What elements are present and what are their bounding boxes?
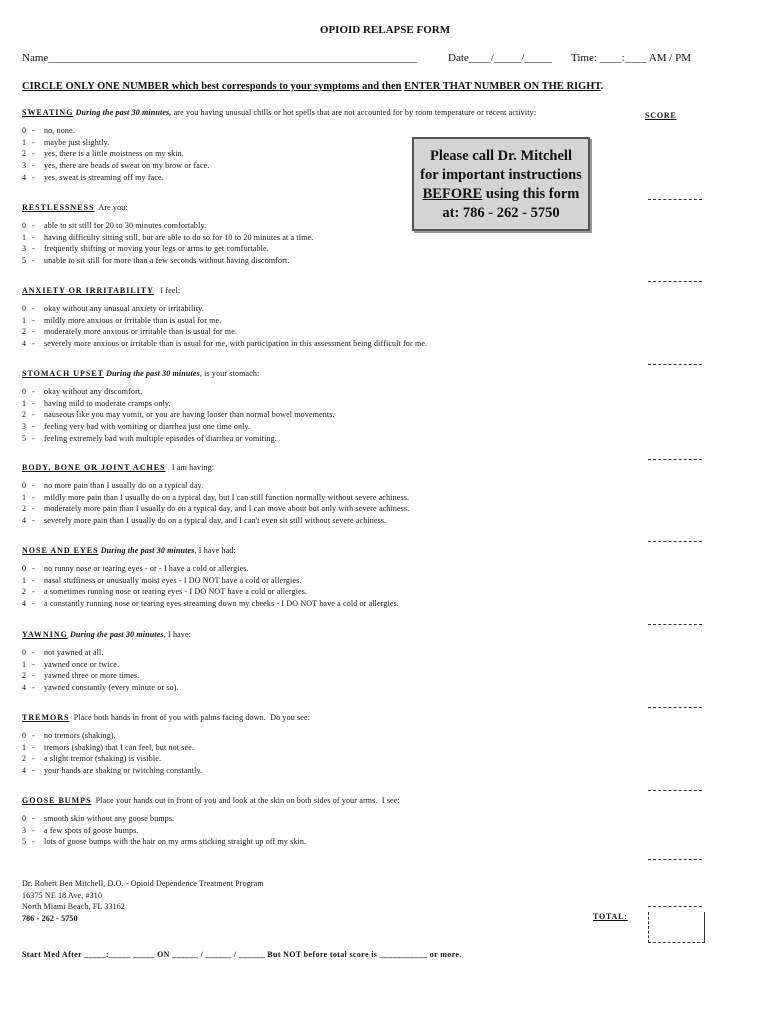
option-text: a sometimes running nose or tearing eyes - I DO NOT have a cold or allergies. <box>44 587 308 597</box>
option-number[interactable]: 4 <box>22 766 27 776</box>
option-number[interactable]: 4 <box>22 172 27 182</box>
option-row[interactable] <box>22 326 632 338</box>
section-prompt: , is your stomach: <box>199 369 260 378</box>
option-row[interactable] <box>22 255 632 267</box>
option-text: a few spots of goose bumps. <box>44 825 139 835</box>
name-date-time-line <box>22 52 702 64</box>
option-number[interactable]: 2 <box>22 671 27 681</box>
option-number[interactable]: 2 <box>22 754 27 764</box>
form-title: OPIOID RELAPSE FORM <box>319 24 451 36</box>
section-lead: During the past 30 minutes <box>69 630 164 639</box>
option-number[interactable]: 0 <box>22 814 27 823</box>
section-name: GOOSE BUMPS <box>22 796 92 805</box>
option-row[interactable] <box>22 125 632 137</box>
option-dash: - <box>32 754 35 764</box>
section-header <box>22 463 632 472</box>
option-dash: - <box>32 339 35 349</box>
section-prompt: are you having unusual chills or hot spells that are not accounted for by room temperature or recent activity: <box>171 108 537 117</box>
option-row[interactable] <box>22 160 632 172</box>
option-text: unable to sit still for more than a few seconds without having discomfort. <box>44 256 290 266</box>
score-blank[interactable] <box>648 541 702 542</box>
option-dash: - <box>32 648 35 657</box>
option-dash: - <box>32 683 35 693</box>
option-text: yawned three or more times. <box>44 671 140 681</box>
option-number[interactable]: 5 <box>22 256 27 266</box>
section-nose-and-eyes <box>22 546 632 610</box>
option-text: tremors (shaking) that I can feel, but not see. <box>44 742 195 752</box>
section-goose-bumps <box>22 796 632 848</box>
option-number[interactable]: 0 <box>22 126 27 135</box>
option-dash: - <box>32 410 35 420</box>
score-blank[interactable] <box>648 281 702 282</box>
notice-before: BEFORE <box>422 186 483 202</box>
section-prompt: I am having: <box>165 463 215 472</box>
option-number[interactable]: 2 <box>22 410 27 420</box>
option-number[interactable]: 4 <box>22 339 27 349</box>
total-line <box>648 906 702 907</box>
option-dash: - <box>32 825 35 835</box>
option-row[interactable] <box>22 563 632 575</box>
option-text: no, none. <box>44 126 75 135</box>
section-body-bone-or-joint-aches <box>22 463 632 527</box>
option-text: feeling extremely bad with multiple episodes of diarrhea or vomiting. <box>44 433 277 443</box>
option-row[interactable] <box>22 137 632 149</box>
option-dash: - <box>32 481 35 490</box>
option-text: no runny nose or tearing eyes - or - I have a cold or allergies. <box>44 564 249 573</box>
option-text: lots of goose bumps with the hair on my arms sticking straight up off my skin. <box>44 837 307 847</box>
option-row[interactable] <box>22 825 632 837</box>
notice-line-3 <box>414 185 588 204</box>
option-text: severely more anxious or irritable than is usual for me, with participation in this assessment being difficult for me. <box>44 339 428 349</box>
section-prompt: Are you: <box>94 203 128 212</box>
option-dash: - <box>32 564 35 573</box>
score-blank[interactable] <box>648 459 702 460</box>
option-number[interactable]: 0 <box>22 221 27 230</box>
score-blank[interactable] <box>648 199 702 200</box>
option-row[interactable] <box>22 647 632 659</box>
section-yawning <box>22 630 632 694</box>
option-dash: - <box>32 599 35 609</box>
option-row[interactable] <box>22 670 632 682</box>
option-dash: - <box>32 387 35 396</box>
option-row[interactable] <box>22 492 632 504</box>
option-text: yes, there is a little moistness on my skin. <box>44 149 184 159</box>
section-lead: During the past 30 minutes, <box>75 108 172 117</box>
option-number[interactable]: 2 <box>22 587 27 597</box>
date-field[interactable]: Date____/_____/_____ <box>448 52 552 64</box>
section-name: TREMORS <box>22 713 70 722</box>
score-blank[interactable] <box>648 707 702 708</box>
option-number[interactable]: 4 <box>22 516 27 526</box>
option-text: having difficulty sitting still, but are able to do so for 10 to 20 minutes at a time. <box>44 232 314 242</box>
clinic-phone: 786 - 262 - 5750 <box>22 914 78 924</box>
option-dash: - <box>32 492 35 502</box>
total-box[interactable] <box>648 912 705 943</box>
option-dash: - <box>32 433 35 443</box>
option-dash: - <box>32 814 35 823</box>
option-text: a constantly running nose or tearing eyes streaming down my cheeks - I DO NOT have a cold or allergies. <box>44 599 400 609</box>
instructions-end: . <box>600 81 604 92</box>
option-number[interactable]: 4 <box>22 683 27 693</box>
option-row[interactable] <box>22 765 632 777</box>
option-number[interactable]: 2 <box>22 327 27 337</box>
section-name: ANXIETY OR IRRITABILITY <box>22 286 154 295</box>
notice-line-4: at: 786 - 262 - 5750 <box>442 205 560 221</box>
option-row[interactable] <box>22 575 632 587</box>
section-prompt: , I have: <box>163 630 192 639</box>
option-row[interactable] <box>22 409 632 421</box>
option-number[interactable]: 3 <box>22 244 27 254</box>
option-dash: - <box>32 161 35 171</box>
option-row[interactable] <box>22 303 632 315</box>
option-number[interactable]: 1 <box>22 315 27 325</box>
option-dash: - <box>32 516 35 526</box>
option-dash: - <box>32 422 35 432</box>
option-number[interactable]: 0 <box>22 481 27 490</box>
option-dash: - <box>32 244 35 254</box>
option-row[interactable] <box>22 421 632 433</box>
option-number[interactable]: 1 <box>22 659 27 669</box>
option-text: nauseous like you may vomit, or you are having looser than normal bowel movements. <box>44 410 335 420</box>
section-stomach-upset <box>22 369 632 444</box>
option-text: able to sit still for 20 to 30 minutes comfortably. <box>44 221 207 230</box>
option-row[interactable] <box>22 338 632 350</box>
section-restlessness <box>22 203 632 267</box>
option-row[interactable] <box>22 682 632 694</box>
section-sweating <box>22 108 632 183</box>
option-number[interactable]: 0 <box>22 564 27 573</box>
option-number[interactable]: 3 <box>22 422 27 432</box>
option-row[interactable] <box>22 232 632 244</box>
option-row[interactable] <box>22 598 632 610</box>
score-column-header: SCORE <box>645 111 677 120</box>
option-row[interactable] <box>22 148 632 160</box>
option-number[interactable]: 5 <box>22 837 27 847</box>
section-prompt: , I have had: <box>194 546 236 555</box>
option-text: smooth skin without any goose bumps. <box>44 814 175 823</box>
option-text: yes, there are beads of sweat on my brow or face. <box>44 161 210 171</box>
notice-using: using this form <box>482 186 580 202</box>
option-dash: - <box>32 504 35 514</box>
option-row[interactable] <box>22 480 632 492</box>
option-dash: - <box>32 731 35 740</box>
option-number[interactable]: 0 <box>22 648 27 657</box>
option-row[interactable] <box>22 586 632 598</box>
section-name: NOSE AND EYES <box>22 546 99 555</box>
option-dash: - <box>32 221 35 230</box>
section-header <box>22 286 632 295</box>
section-header <box>22 630 632 639</box>
start-med-line[interactable]: Start Med After _____:_____ _____ ON ______ / ______ / ______ But NOT before total score is ___________ or more. <box>22 950 462 959</box>
option-row[interactable] <box>22 220 632 232</box>
section-name: STOMACH UPSET <box>22 369 104 378</box>
option-number[interactable]: 0 <box>22 387 27 396</box>
score-blank[interactable] <box>648 859 702 860</box>
option-dash: - <box>32 232 35 242</box>
option-dash: - <box>32 766 35 776</box>
option-text: feeling very bad with vomiting or diarrhea just one time only. <box>44 422 251 432</box>
option-row[interactable] <box>22 433 632 445</box>
option-text: yawned once or twice. <box>44 659 120 669</box>
option-row[interactable] <box>22 836 632 848</box>
option-number[interactable]: 2 <box>22 504 27 514</box>
clinic-address-2: North Miami Beach, FL 33162 <box>22 902 126 912</box>
option-number[interactable]: 4 <box>22 599 27 609</box>
option-row[interactable] <box>22 243 632 255</box>
option-text: your hands are shaking or twitching constantly. <box>44 766 203 776</box>
option-row[interactable] <box>22 753 632 765</box>
option-text: yawned constantly (every minute or so). <box>44 683 179 693</box>
total-label: TOTAL: <box>593 912 628 921</box>
option-dash: - <box>32 315 35 325</box>
option-dash: - <box>32 149 35 159</box>
option-number[interactable]: 0 <box>22 731 27 740</box>
option-dash: - <box>32 172 35 182</box>
section-header <box>22 796 632 805</box>
option-number[interactable]: 1 <box>22 742 27 752</box>
clinic-doctor: Dr. Robert Ben Mitchell, D.O. - Opioid Dependence Treatment Program <box>22 879 264 888</box>
clinic-address-1: 16375 NE 18 Ave, #310 <box>22 890 103 900</box>
name-field[interactable]: Name___________________________________________________________________ <box>22 52 417 64</box>
option-row[interactable] <box>22 659 632 671</box>
section-prompt: Place your hands out in front of you and look at the skin on both sides of your arms. I see: <box>91 796 400 805</box>
option-number[interactable]: 1 <box>22 232 27 242</box>
option-text: maybe just slightly. <box>44 137 110 147</box>
option-text: moderately more pain than I usually do on a typical day, and I can move about but only with severe achiness. <box>44 504 410 514</box>
option-text: frequently shifting or moving your legs or arms to get comfortable. <box>44 244 269 254</box>
option-row[interactable] <box>22 386 632 398</box>
option-number[interactable]: 3 <box>22 825 27 835</box>
option-number[interactable]: 1 <box>22 575 27 585</box>
option-number[interactable]: 5 <box>22 433 27 443</box>
option-text: yes, sweat is streaming off my face. <box>44 172 164 182</box>
section-prompt: Place both hands in front of you with palms facing down. Do you see: <box>69 713 311 722</box>
option-row[interactable] <box>22 742 632 754</box>
option-text: having mild to moderate cramps only. <box>44 398 171 408</box>
option-text: mildly more pain than I usually do on a typical day, but I can still function normally without severe achiness. <box>44 492 410 502</box>
section-name: YAWNING <box>22 630 68 639</box>
section-lead: During the past 30 minutes <box>106 369 200 378</box>
instructions-part-1: CIRCLE ONLY ONE NUMBER which best corresponds to your symptoms and then <box>22 81 402 92</box>
option-text: okay without any unusual anxiety or irritability. <box>44 304 204 313</box>
option-row[interactable] <box>22 315 632 327</box>
notice-line-2: for important instructions <box>420 167 582 183</box>
option-text: no tremors (shaking). <box>44 731 116 740</box>
section-header <box>22 546 632 555</box>
option-dash: - <box>32 837 35 847</box>
option-dash: - <box>32 742 35 752</box>
option-row[interactable] <box>22 172 632 184</box>
option-dash: - <box>32 575 35 585</box>
option-dash: - <box>32 256 35 266</box>
clinic-info <box>22 878 264 925</box>
option-text: a slight tremor (shaking) is visible. <box>44 754 162 764</box>
option-dash: - <box>32 671 35 681</box>
section-header <box>22 203 632 212</box>
option-dash: - <box>32 304 35 313</box>
option-number[interactable]: 1 <box>22 398 27 408</box>
section-name: RESTLESSNESS <box>22 203 95 212</box>
option-text: no more pain than I usually do on a typical day. <box>44 481 204 490</box>
option-dash: - <box>32 327 35 337</box>
score-blank[interactable] <box>648 790 702 791</box>
section-anxiety-or-irritability <box>22 286 632 350</box>
option-row[interactable] <box>22 398 632 410</box>
option-row[interactable] <box>22 515 632 527</box>
option-text: okay without any discomfort. <box>44 387 143 396</box>
option-text: nasal stuffiness or unusually moist eyes - I DO NOT have a cold or allergies. <box>44 575 302 585</box>
option-dash: - <box>32 659 35 669</box>
option-number[interactable]: 2 <box>22 149 27 159</box>
option-dash: - <box>32 398 35 408</box>
notice-line-1: Please call Dr. Mitchell <box>429 148 572 164</box>
option-number[interactable]: 1 <box>22 137 27 147</box>
section-header <box>22 369 632 378</box>
instructions-part-2: ENTER THAT NUMBER ON THE RIGHT <box>404 81 601 92</box>
option-row[interactable] <box>22 503 632 515</box>
score-blank[interactable] <box>648 364 702 365</box>
option-dash: - <box>32 126 35 135</box>
instructions <box>22 81 722 92</box>
option-text: mildly more anxious or irritable than is usual for me. <box>44 315 222 325</box>
score-blank[interactable] <box>648 624 702 625</box>
section-tremors <box>22 713 632 777</box>
section-name: BODY, BONE OR JOINT ACHES <box>22 463 166 472</box>
section-prompt: I feel: <box>153 286 181 295</box>
option-dash: - <box>32 587 35 597</box>
section-name: SWEATING <box>22 108 74 117</box>
option-text: moderately more anxious or irritable than is usual for me. <box>44 327 238 337</box>
option-number[interactable]: 0 <box>22 304 27 313</box>
section-header <box>22 108 632 117</box>
option-dash: - <box>32 137 35 147</box>
section-header <box>22 713 632 722</box>
option-text: severely more pain than I usually do on a typical day, and I can't even sit still without severe achiness. <box>44 516 387 526</box>
option-text: not yawned at all. <box>44 648 104 657</box>
time-field[interactable]: Time: ____:____ AM / PM <box>571 52 692 64</box>
option-number[interactable]: 3 <box>22 161 27 171</box>
option-row[interactable] <box>22 813 632 825</box>
option-number[interactable]: 1 <box>22 492 27 502</box>
option-row[interactable] <box>22 730 632 742</box>
section-lead: During the past 30 minutes <box>100 546 195 555</box>
